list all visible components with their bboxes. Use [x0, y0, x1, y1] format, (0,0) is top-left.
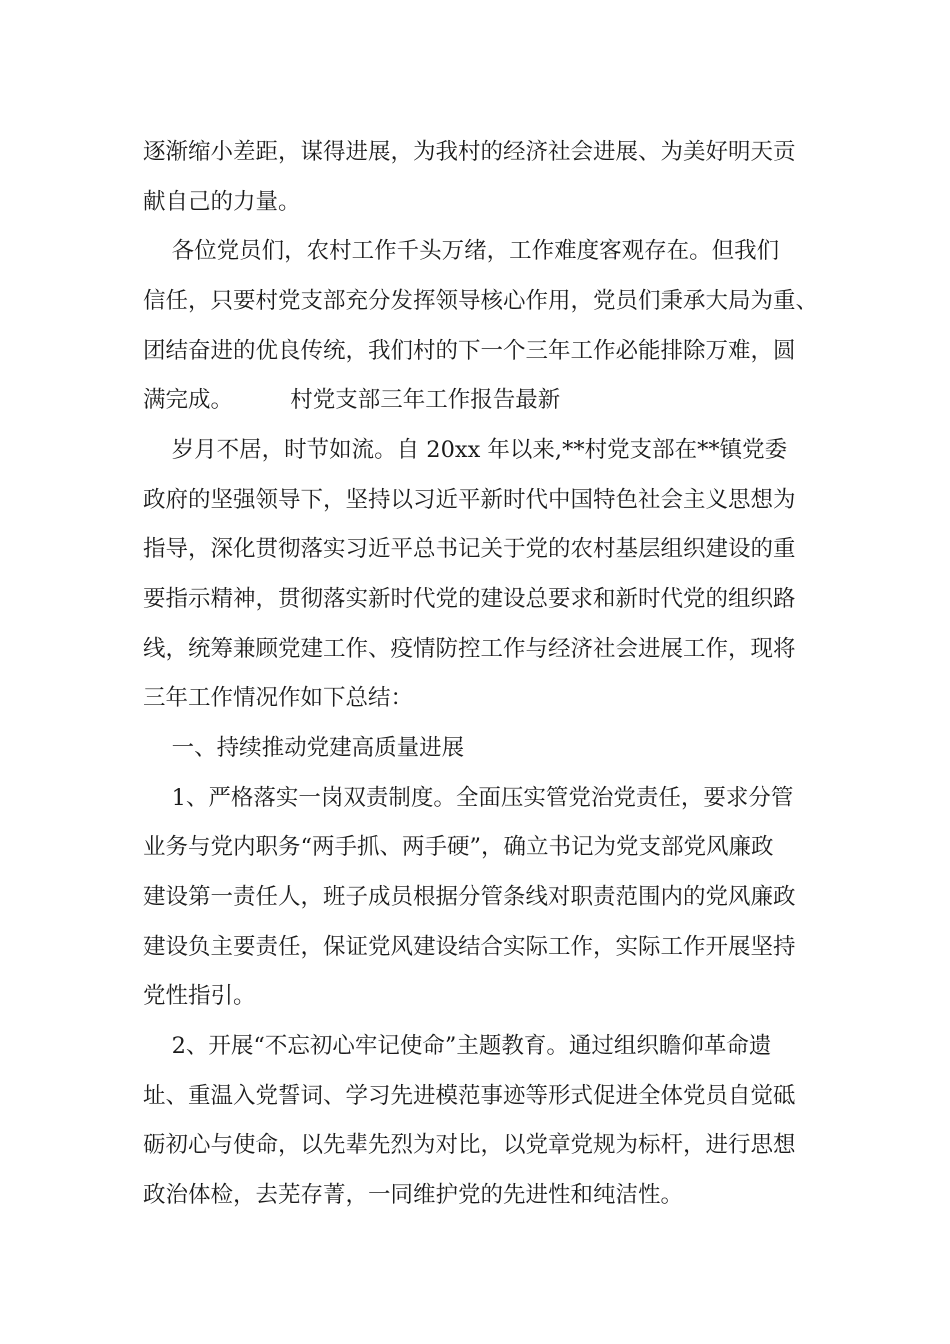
text-line: 政治体检，去芜存菁，一同维护党的先进性和纯洁性。 [143, 1182, 684, 1208]
text-line: 建设第一责任人，班子成员根据分管条线对职责范围内的党风廉政 [143, 884, 796, 910]
section-heading: 一、持续推动党建高质量进展 [143, 735, 465, 761]
paragraph-first-line: 2、开展“不忘初心牢记使命”主题教育。通过组织瞻仰革命遗 [143, 1033, 772, 1059]
text-line: 献自己的力量。 [143, 189, 301, 215]
text-line: 要指示精神，贯彻落实新时代党的建设总要求和新时代党的组织路 [143, 586, 796, 612]
text-line: 业务与党内职务“两手抓、两手硬”，确立书记为党支部党风廉政 [143, 834, 774, 860]
text-line: 三年工作情况作如下总结： [143, 685, 414, 711]
text-line: 逐渐缩小差距，谋得进展，为我村的经济社会进展、为美好明天贡 [143, 139, 796, 165]
paragraph-first-line: 岁月不居，时节如流。自 20xx 年以来,**村党支部在**镇党委 [143, 437, 788, 463]
text-line: 线，统筹兼顾党建工作、疫情防控工作与经济社会进展工作，现将 [143, 636, 796, 662]
text-line: 指导，深化贯彻落实习近平总书记关于党的农村基层组织建设的重 [143, 536, 796, 562]
paragraph-first-line: 1、严格落实一岗双责制度。全面压实管党治党责任，要求分管 [143, 785, 794, 811]
text-line: 政府的坚强领导下，坚持以习近平新时代中国特色社会主义思想为 [143, 487, 796, 513]
text-line: 砺初心与使命，以先辈先烈为对比，以党章党规为标杆，进行思想 [143, 1132, 796, 1158]
text-line: 址、重温入党誓词、学习先进模范事迹等形式促进全体党员自觉砥 [143, 1083, 796, 1109]
text-line: 建设负主要责任，保证党风建设结合实际工作，实际工作开展坚持 [143, 934, 796, 960]
text-line: 信任，只要村党支部充分发挥领导核心作用，党员们秉承大局为重、 [143, 288, 819, 314]
text-line: 团结奋进的优良传统，我们村的下一个三年工作必能排除万难，圆 [143, 338, 796, 364]
text-line: 党性指引。 [143, 983, 256, 1009]
text-line-with-report-title: 满完成。 村党支部三年工作报告最新 [143, 387, 561, 413]
paragraph-first-line: 各位党员们，农村工作千头万绪，工作难度客观存在。但我们 [143, 238, 780, 264]
